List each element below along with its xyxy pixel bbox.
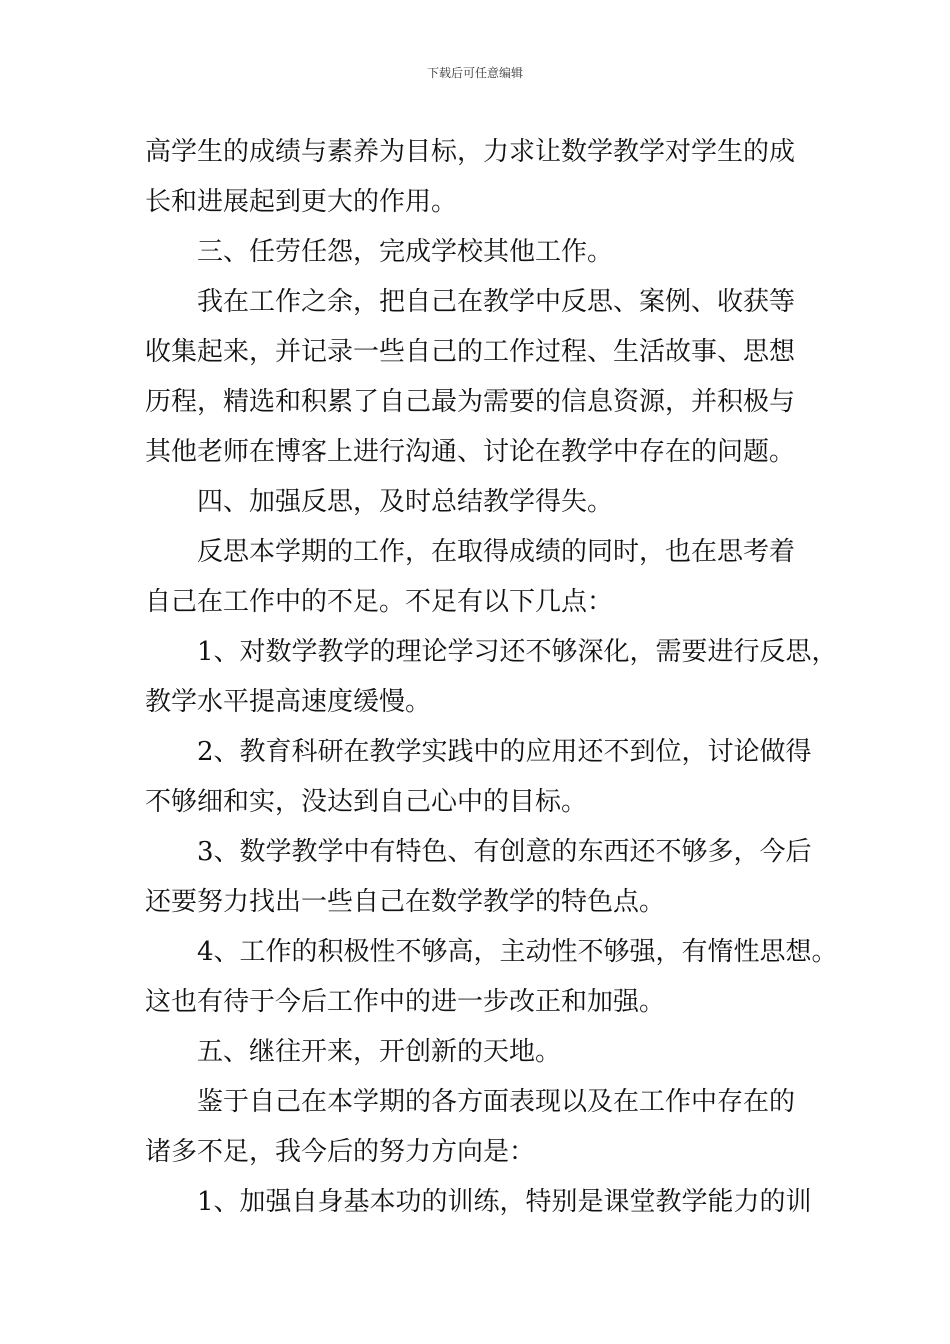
document-body (145, 127, 838, 1227)
text-line: 1、对数学教学的理论学习还不够深化，需要进行反思， (197, 637, 838, 667)
text-line: 其他老师在博客上进行沟通、讨论在教学中存在的问题。 (145, 437, 796, 467)
text-line: 高学生的成绩与素养为目标，力求让数学教学对学生的成 (145, 137, 796, 167)
text-line: 诸多不足，我今后的努力方向是： (145, 1137, 536, 1167)
text-line: 收集起来，并记录一些自己的工作过程、生活故事、思想 (145, 337, 796, 367)
text-line: 教学水平提高速度缓慢。 (145, 687, 432, 717)
text-line: 4、工作的积极性不够高，主动性不够强，有惰性思想。 (197, 937, 838, 967)
text-line: 还要努力找出一些自己在数学教学的特色点。 (145, 887, 666, 917)
text-line: 这也有待于今后工作中的进一步改正和加强。 (145, 987, 666, 1017)
text-line: 三、任劳任怨，完成学校其他工作。 (197, 237, 614, 267)
text-line: 3、数学教学中有特色、有创意的东西还不够多，今后 (197, 837, 812, 867)
text-line: 我在工作之余，把自己在教学中反思、案例、收获等 (197, 287, 796, 317)
text-line: 五、继往开来，开创新的天地。 (197, 1037, 562, 1067)
text-line: 长和进展起到更大的作用。 (145, 187, 458, 217)
text-line: 自己在工作中的不足。不足有以下几点： (145, 587, 614, 617)
text-line: 四、加强反思，及时总结教学得失。 (197, 487, 614, 517)
text-line: 1、加强自身基本功的训练，特别是课堂教学能力的训 (197, 1187, 812, 1217)
text-line: 历程，精选和积累了自己最为需要的信息资源，并积极与 (145, 387, 796, 417)
text-line: 2、教育科研在教学实践中的应用还不到位，讨论做得 (197, 737, 812, 767)
text-line: 反思本学期的工作，在取得成绩的同时，也在思考着 (197, 537, 796, 567)
page-header: 下载后可任意编辑 (426, 66, 523, 80)
text-line: 不够细和实，没达到自己心中的目标。 (145, 787, 588, 817)
text-line: 鉴于自己在本学期的各方面表现以及在工作中存在的 (197, 1087, 796, 1117)
